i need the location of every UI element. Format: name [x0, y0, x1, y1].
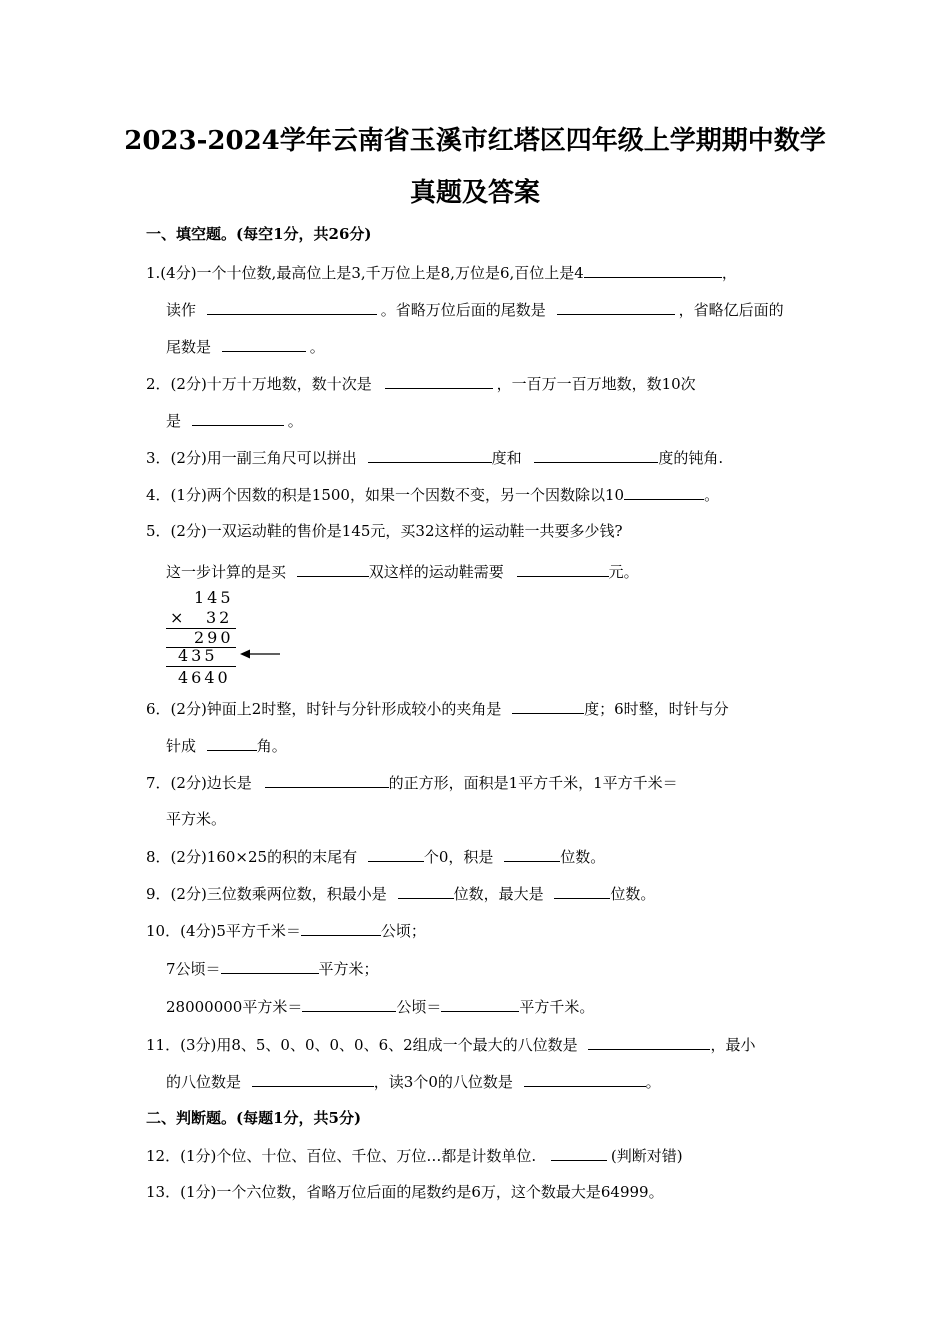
question-10-line1: [146, 920, 426, 941]
question-4-text: 。: [704, 486, 720, 504]
question-6-text: 角。: [256, 737, 287, 755]
question-8-text: 个0，积是: [423, 848, 494, 866]
multiplicand: 145: [194, 588, 234, 607]
answer-blank[interactable]: [554, 883, 610, 899]
answer-blank[interactable]: [222, 336, 306, 352]
question-3-line1: [146, 447, 723, 468]
question-10-text: 7公顷＝: [166, 960, 221, 978]
question-7-text: 的正方形，面积是1平方千米，1平方千米＝: [388, 774, 678, 792]
answer-blank[interactable]: [588, 1034, 710, 1050]
question-2-line1: [146, 373, 696, 394]
answer-blank[interactable]: [504, 846, 560, 862]
product-result: 4640: [178, 668, 231, 687]
question-10-text: 28000000平方米＝: [166, 998, 303, 1016]
answer-blank[interactable]: [207, 735, 257, 751]
question-4-text: 4．(1分)两个因数的积是1500，如果一个因数不变，另一个因数除以10: [146, 486, 625, 504]
document-title-line2: 真题及答案: [409, 178, 540, 208]
question-12-text: 12．(1分)个位、十位、百位、千位、万位…都是计数单位.: [146, 1147, 537, 1165]
answer-blank[interactable]: [302, 996, 396, 1012]
partial-product-2: 435: [178, 646, 218, 665]
document-title-line1: 2023-2024学年云南省玉溪市红塔区四年级上学期期中数学: [124, 126, 826, 156]
question-8-line1: [146, 846, 605, 867]
answer-blank[interactable]: [385, 373, 493, 389]
question-1-text: 。省略万位后面的尾数是: [380, 301, 546, 319]
question-11-line2: [166, 1071, 661, 1092]
question-6-line1: [146, 698, 729, 719]
question-9-line1: [146, 883, 655, 904]
question-10-line3: [166, 996, 594, 1017]
question-11-text: ，读3个0的八位数是: [373, 1073, 513, 1091]
section-heading-fill-in: 一、填空题。(每空1分，共26分): [146, 225, 372, 243]
question-7-line1: [146, 772, 678, 793]
question-10-text: 平方米；: [318, 960, 379, 978]
question-11-text: 。: [645, 1073, 661, 1091]
arrow-left-icon: [240, 648, 282, 660]
question-12-line1: [146, 1145, 683, 1166]
question-1-punct: ，: [721, 264, 737, 282]
answer-blank[interactable]: [441, 996, 519, 1012]
question-5-text: 这一步计算的是买: [166, 563, 287, 581]
question-3-text: 3．(2分)用一副三角尺可以拼出: [146, 449, 357, 467]
answer-blank[interactable]: [534, 447, 658, 463]
question-4-line1: [146, 484, 719, 505]
question-9-text: 位数，最大是: [453, 885, 544, 903]
question-1-text: ，省略亿后面的: [678, 301, 784, 319]
question-10-text: 10．(4分)5平方千米＝: [146, 922, 301, 940]
answer-blank[interactable]: [512, 698, 584, 714]
question-9-text: 9．(2分)三位数乘两位数，积最小是: [146, 885, 387, 903]
question-1-line3: [166, 336, 325, 357]
multiplier: 32: [206, 608, 233, 627]
question-3-text: 度的钝角.: [658, 449, 724, 467]
question-10-text: 公顷；: [380, 922, 426, 940]
question-7-line2: 平方米。: [166, 810, 227, 828]
question-7-text: 7．(2分)边长是: [146, 774, 252, 792]
question-10-line2: [166, 958, 379, 979]
answer-blank[interactable]: [557, 299, 675, 315]
question-8-text: 8．(2分)160×25的积的末尾有: [146, 848, 358, 866]
question-6-line2: [166, 735, 287, 756]
question-5-text: 元。: [608, 563, 639, 581]
question-3-text: 度和: [491, 449, 522, 467]
question-11-text: 11．(3分)用8、5、0、0、0、0、6、2组成一个最大的八位数是: [146, 1036, 578, 1054]
question-9-text: 位数。: [610, 885, 656, 903]
partial-product-1: 290: [194, 628, 234, 647]
question-13-line1: 13．(1分)一个六位数，省略万位后面的尾数约是6万，这个数最大是64999。: [146, 1183, 664, 1201]
answer-blank[interactable]: [192, 410, 284, 426]
answer-blank[interactable]: [524, 1071, 646, 1087]
question-1-line1: [146, 262, 737, 283]
question-10-text: 平方千米。: [519, 998, 595, 1016]
answer-blank[interactable]: [551, 1145, 607, 1161]
answer-blank[interactable]: [265, 772, 389, 788]
question-6-text: 度；6时整，时针与分: [584, 700, 729, 718]
question-10-text: 公顷＝: [396, 998, 442, 1016]
answer-blank[interactable]: [398, 883, 454, 899]
question-5-line1: 5．(2分)一双运动鞋的售价是145元，买32这样的运动鞋一共要多少钱?: [146, 522, 623, 540]
rule-line: [166, 666, 236, 667]
answer-blank[interactable]: [517, 561, 609, 577]
multiply-sign: ×: [170, 608, 187, 627]
question-2-text: 。: [287, 412, 303, 430]
answer-blank[interactable]: [301, 920, 381, 936]
answer-blank[interactable]: [624, 484, 704, 500]
question-11-text: ，最小: [710, 1036, 756, 1054]
question-1-text: 。: [309, 338, 325, 356]
question-2-text: 是: [166, 412, 182, 430]
question-2-text: 2．(2分)十万十万地数，数十次是: [146, 375, 372, 393]
answer-blank[interactable]: [368, 447, 492, 463]
section-heading-true-false: 二、判断题。(每题1分，共5分): [146, 1109, 362, 1127]
question-12-text: (判断对错): [610, 1147, 683, 1165]
question-5-line2: [166, 561, 639, 582]
question-8-text: 位数。: [560, 848, 606, 866]
question-5-text: 双这样的运动鞋需要: [368, 563, 504, 581]
question-2-text: ，一百万一百万地数，数10次: [496, 375, 696, 393]
question-6-text: 6．(2分)钟面上2时整，时针与分针形成较小的夹角是: [146, 700, 502, 718]
answer-blank[interactable]: [252, 1071, 374, 1087]
answer-blank[interactable]: [584, 262, 722, 278]
answer-blank[interactable]: [368, 846, 424, 862]
question-2-line2: [166, 410, 303, 431]
question-1-line2: [166, 299, 784, 320]
question-1-text: 尾数是: [166, 338, 212, 356]
question-11-line1: [146, 1034, 755, 1055]
question-1-text: 读作: [166, 301, 197, 319]
vertical-multiplication: [166, 588, 286, 688]
answer-blank[interactable]: [207, 299, 377, 315]
question-1-text: 1.(4分)一个十位数,最高位上是3,千万位上是8,万位是6,百位上是4: [146, 264, 584, 282]
answer-blank[interactable]: [297, 561, 369, 577]
question-11-text: 的八位数是: [166, 1073, 242, 1091]
question-6-text: 针成: [166, 737, 197, 755]
answer-blank[interactable]: [221, 958, 319, 974]
